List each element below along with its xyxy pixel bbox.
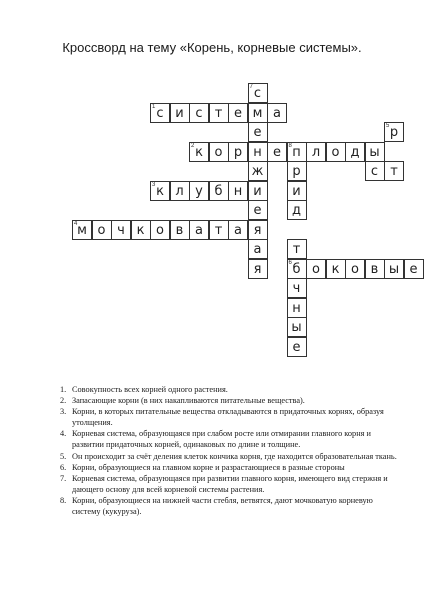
crossword-cell [189, 142, 209, 162]
crossword-cell [267, 103, 287, 123]
clue-list [60, 384, 400, 517]
crossword-cell [209, 220, 229, 240]
clue-number-label: 7 [249, 84, 253, 90]
cell-letter: ж [251, 164, 264, 179]
crossword-cell [248, 103, 268, 123]
crossword-cell [248, 181, 268, 201]
cell-letter: а [273, 105, 281, 121]
crossword-cell [150, 103, 170, 123]
cell-letter: с [156, 105, 164, 121]
clue-text: Он происходит за счёт деления клеток кончика корня, где находится образовательная ткань. [72, 451, 397, 461]
crossword-cell [248, 83, 268, 103]
clue-number: 4. [60, 429, 67, 439]
crossword-cell [248, 220, 268, 240]
cell-letter: л [175, 183, 184, 199]
cell-letter: в [175, 222, 184, 238]
clue-number: 2. [60, 396, 67, 406]
crossword-cell [345, 142, 365, 162]
clue-text: Запасающие корни (в них накапливаются питательные вещества). [72, 396, 305, 406]
cell-letter: к [331, 261, 340, 277]
clue-item [60, 495, 400, 517]
clue-number-label: 2 [191, 142, 195, 149]
crossword-cell [287, 337, 307, 357]
clue-text: Корни, в которых питательные вещества откладываются в придаточных корнях, образуя утолщения. [72, 407, 384, 428]
crossword-cell [228, 142, 248, 162]
cell-letter: ы [291, 320, 302, 335]
clue-number: 8. [60, 495, 67, 505]
crossword-cell [384, 259, 404, 279]
clue-number: 6. [60, 462, 67, 472]
cell-letter: п [292, 144, 301, 160]
crossword-cell [248, 200, 268, 220]
cell-letter: о [312, 261, 320, 277]
crossword-cell [365, 161, 385, 181]
cell-letter: л [311, 144, 321, 160]
crossword-cell [111, 220, 131, 240]
cell-letter: ы [388, 261, 400, 277]
cell-letter: р [233, 144, 243, 160]
cell-letter: и [175, 105, 184, 121]
crossword-cell [170, 220, 190, 240]
cell-letter: о [97, 222, 106, 238]
clue-text: Корни, образующиеся на нижней части стебля, ветвятся, дают мочковатую корневую систему (кукуруза). [72, 495, 373, 517]
crossword-cell [287, 317, 307, 337]
cell-letter: е [234, 105, 242, 121]
cell-letter: н [253, 144, 262, 160]
cell-letter: я [253, 222, 262, 238]
clue-number-label: 3 [152, 181, 156, 188]
crossword-cell [365, 259, 385, 279]
crossword-cell [228, 181, 248, 201]
crossword-cell [306, 259, 326, 279]
cell-letter: е [409, 261, 418, 277]
cell-letter: в [370, 261, 379, 277]
cell-letter: и [292, 183, 301, 199]
crossword-cell [189, 220, 209, 240]
cell-letter: о [331, 144, 340, 160]
clue-item [60, 473, 400, 495]
cell-letter: т [214, 222, 223, 238]
crossword-cell [248, 122, 268, 142]
cell-letter: р [389, 125, 399, 140]
crossword-cell [248, 239, 268, 259]
cell-letter: н [292, 300, 301, 316]
clue-number: 1. [60, 385, 67, 394]
clue-item [60, 395, 400, 406]
clue-number: 7. [60, 473, 67, 483]
cell-letter: е [253, 125, 262, 140]
cell-letter: с [253, 86, 262, 101]
crossword-cell [384, 122, 404, 142]
crossword-cell [248, 259, 268, 279]
clue-item [60, 428, 400, 450]
clue-number: 5. [60, 451, 67, 461]
crossword-cell [72, 220, 92, 240]
crossword-cell [228, 103, 248, 123]
cell-letter: о [156, 222, 164, 238]
cell-letter: д [292, 203, 301, 218]
crossword-cell [287, 259, 307, 279]
cell-letter: ч [292, 281, 301, 296]
crossword-cell [209, 181, 229, 201]
cell-letter: м [77, 222, 87, 238]
cell-letter: к [156, 183, 164, 199]
cell-letter: и [253, 183, 262, 199]
crossword-cell [287, 181, 307, 201]
cell-letter: о [351, 261, 359, 277]
clue-number-label: 8 [288, 142, 292, 149]
cell-letter: а [253, 242, 262, 257]
cell-letter: м [252, 105, 263, 121]
crossword-cell [287, 200, 307, 220]
crossword-cell [267, 142, 287, 162]
crossword-cell [365, 142, 385, 162]
cell-letter: д [350, 144, 360, 160]
cell-letter: т [390, 164, 398, 179]
crossword-cell [326, 142, 346, 162]
clue-item [60, 406, 400, 428]
cell-letter: б [214, 183, 223, 199]
cell-letter: к [195, 144, 203, 160]
crossword-cell [287, 239, 307, 259]
clue-item [60, 384, 400, 395]
cell-letter: н [233, 183, 243, 199]
cell-letter: с [370, 164, 379, 179]
crossword-cell [384, 161, 404, 181]
cell-letter: е [292, 339, 301, 355]
crossword-cell [345, 259, 365, 279]
clue-text: Корни, образующиеся на главном корне и разрастающиеся в разные стороны [72, 462, 345, 472]
cell-letter: я [253, 261, 262, 277]
crossword-cell [326, 259, 346, 279]
clue-item [60, 462, 400, 473]
cell-letter: т [214, 105, 223, 121]
cell-letter: к [136, 222, 145, 238]
crossword-cell [150, 220, 170, 240]
cell-letter: о [214, 144, 223, 160]
crossword-cell [404, 259, 424, 279]
cell-letter: б [292, 261, 301, 277]
clue-number-label: 5 [386, 123, 390, 129]
crossword-cell [287, 161, 307, 181]
crossword-cell [287, 298, 307, 318]
cell-letter: а [234, 222, 242, 238]
clue-item [60, 451, 400, 462]
crossword-cell [287, 278, 307, 298]
crossword-cell [248, 161, 268, 181]
cell-letter: р [292, 164, 301, 179]
cell-letter: ч [117, 222, 125, 238]
page-title: Кроссворд на тему «Корень, корневые системы». [62, 40, 362, 55]
clue-number-label: 1 [152, 103, 156, 110]
cell-letter: у [195, 183, 203, 199]
crossword-cell [189, 181, 209, 201]
crossword-cell [131, 220, 151, 240]
crossword-cell [170, 181, 190, 201]
crossword-cell [209, 142, 229, 162]
clue-text: Корневая система, образующаяся при развитии главного корня, имеющего вид стержня и дающего основу для всей корневой системы растения. [72, 473, 388, 494]
cell-letter: а [195, 222, 203, 238]
clue-text: Корневая система, образующаяся при слабом росте или отмирании главного корня и развитии придаточных корней, одинаковых по длине и толщине. [72, 429, 371, 450]
crossword-cell [228, 220, 248, 240]
clue-number-label: 6 [288, 259, 292, 266]
clue-text: Совокупность всех корней одного растения. [72, 385, 228, 394]
crossword-cell [306, 142, 326, 162]
clue-number: 3. [60, 407, 67, 417]
cell-letter: е [273, 144, 281, 160]
crossword-cell [92, 220, 112, 240]
crossword-cell [209, 103, 229, 123]
clue-number-label: 4 [74, 220, 78, 227]
cell-letter: е [253, 203, 262, 218]
cell-letter: ы [369, 144, 380, 160]
cell-letter: т [292, 242, 301, 257]
crossword-cell [248, 142, 268, 162]
crossword-cell [170, 103, 190, 123]
crossword-cell [189, 103, 209, 123]
cell-letter: с [195, 105, 203, 121]
crossword-cell [150, 181, 170, 201]
crossword-cell [287, 142, 307, 162]
